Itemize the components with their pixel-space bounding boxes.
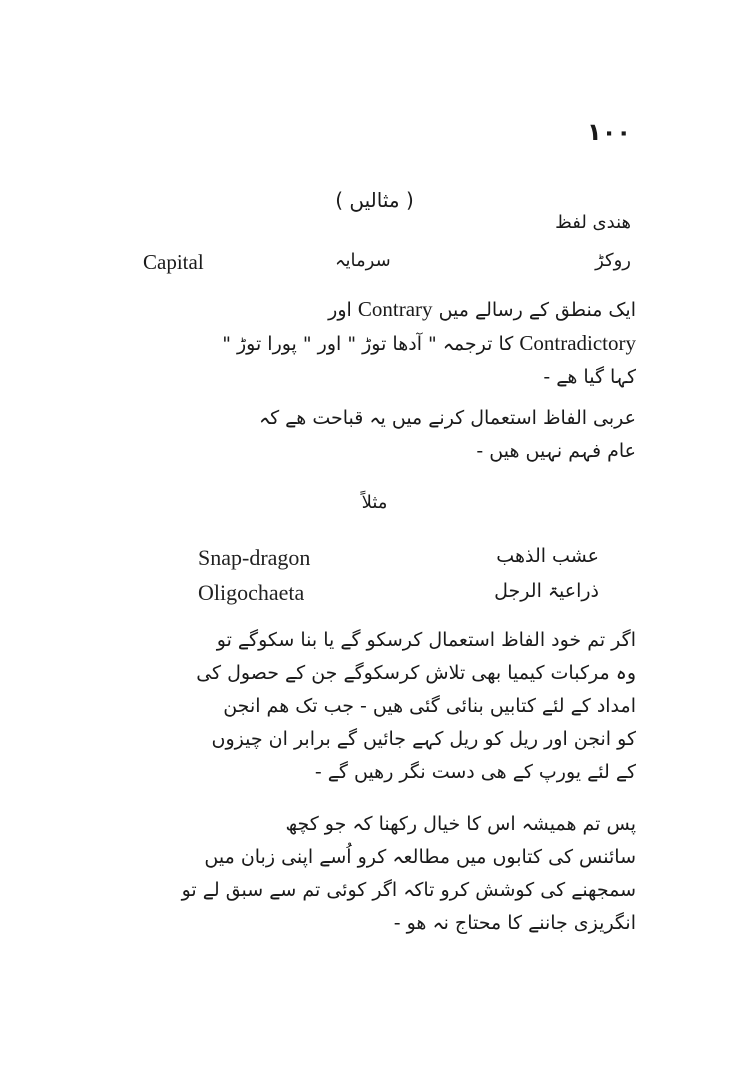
paragraph-logic-translation <box>140 293 636 394</box>
paragraph-line: کہا گیا ھے - <box>543 366 636 388</box>
paragraph-line: انگریزی جاننے کا محتاج نہ ھو - <box>393 912 636 934</box>
paragraph-line: پس تم ھمیشہ اس کا خیال رکھنا کہ جو کچھ <box>285 813 636 835</box>
paragraph-own-words <box>140 624 636 789</box>
paragraph-conclusion <box>140 808 636 940</box>
vocab-english-term: Capital <box>143 250 204 274</box>
paragraph-line: سمجھنے کی کوشش کرو تاکہ اگر کوئی تم سے سبق لے تو <box>181 879 636 901</box>
page-number: ۱۰۰ <box>587 118 631 146</box>
english-term-contradictory: Contradictory <box>519 331 636 355</box>
example-urdu-term: ذراعیۃ الرجل <box>494 580 599 602</box>
vocab-urdu-term: روکڑ <box>595 250 631 271</box>
paragraph-text: ایک منطق کے رسالے میں <box>438 299 636 321</box>
paragraph-line: کے لئے یورپ کے ھی دست نگر رھیں گے - <box>314 761 636 783</box>
paragraph-text: کا ترجمہ " آدھا توڑ " اور " پورا توڑ " <box>222 333 514 355</box>
paragraph-line <box>140 293 636 327</box>
paragraph-line: عام فہم نہیں ھیں - <box>476 440 636 462</box>
example-english-term: Snap-dragon <box>198 545 311 570</box>
english-term-contrary: Contrary <box>357 297 433 321</box>
paragraph-line: عربی الفاظ استعمال کرنے میں یہ قباحت ھے کہ <box>258 407 636 429</box>
column-label-hindi-word: ھندی لفظ <box>555 212 631 233</box>
paragraph-line: کو انجن اور ریل کو ریل کہے جائیں گے برابر ان چیزوں <box>211 728 636 750</box>
section-heading-examples: ( مثالیں ) <box>335 188 414 212</box>
example-urdu-term: عشب الذھب <box>496 545 599 567</box>
paragraph-line: سائنس کی کتابوں میں مطالعہ کرو اُسے اپنی زبان میں <box>204 846 636 868</box>
vocab-urdu-meaning: سرمایہ <box>335 250 391 271</box>
paragraph-line: اگر تم خود الفاظ استعمال کرسکو گے یا بنا سکوگے تو <box>216 629 636 651</box>
example-heading: مثلاً <box>361 492 388 513</box>
paragraph-text: اور <box>328 299 352 321</box>
paragraph-line: وہ مرکبات کیمیا بھی تلاش کرسکوگے جن کے حصول کی <box>196 662 636 684</box>
example-english-term: Oligochaeta <box>198 580 305 605</box>
paragraph-arabic-words <box>140 402 636 468</box>
paragraph-line: امداد کے لئے کتابیں بنائی گئی ھیں - جب تک ھم انجن <box>223 695 636 717</box>
paragraph-line <box>140 327 636 361</box>
